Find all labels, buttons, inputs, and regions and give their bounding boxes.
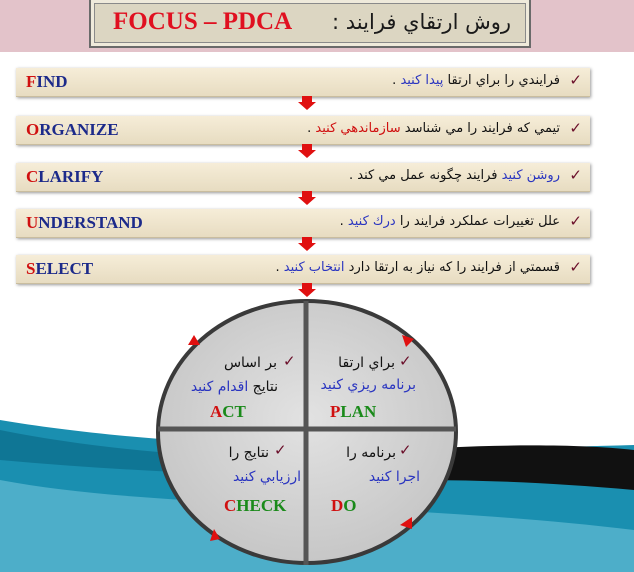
check-icon: ✓: [399, 352, 412, 370]
arrow-down-icon: [298, 197, 316, 205]
do-line1: برنامه را: [346, 445, 396, 461]
step-find: [16, 68, 590, 97]
arrow-down-icon: [298, 243, 316, 251]
step-select: [16, 255, 590, 284]
arrow-down-icon: [298, 102, 316, 110]
check-icon: ✓: [274, 441, 287, 459]
step-clarify-label: CLARIFY: [26, 167, 104, 186]
arrow-down-icon: [298, 289, 316, 297]
step-clarify-text: روشن كنيد فرايند چگونه عمل مي كند .: [348, 168, 560, 183]
plan-line2: برنامه ريزي كنيد: [320, 377, 416, 393]
step-understand: [16, 209, 590, 238]
step-select-text: قسمتي از فرايند را كه نياز به ارتقا دارد انتخاب كنيد .: [275, 260, 560, 275]
check-icon: ✓: [399, 441, 412, 459]
step-find-text: فرايندي را براي ارتقا پيدا كنيد .: [392, 73, 560, 88]
plan-label: PLAN: [330, 402, 377, 421]
step-understand-label: UNDERSTAND: [26, 213, 143, 232]
step-select-label: SELECT: [26, 259, 94, 278]
check-line2: ارزيابي كنيد: [232, 469, 301, 485]
pdca-cycle: [150, 297, 464, 572]
check-icon: ✓: [569, 258, 582, 276]
step-clarify: [16, 163, 590, 192]
check-icon: ✓: [569, 119, 582, 137]
do-line2: اجرا كنيد: [368, 469, 420, 485]
check-label: CHECK: [224, 496, 287, 515]
step-organize: [16, 116, 590, 145]
title-box: [89, 0, 531, 48]
arrow-down-icon: [298, 150, 316, 158]
act-line2: نتايج اقدام كنيد: [190, 379, 278, 395]
check-icon: ✓: [283, 352, 296, 370]
act-line1: بر اساس: [223, 355, 277, 371]
step-understand-text: علل تغييرات عملكرد فرايند را درك كنيد .: [339, 214, 560, 229]
check-icon: ✓: [569, 166, 582, 184]
title-persian: روش ارتقاي فرايند :: [332, 10, 511, 34]
title-english: FOCUS – PDCA: [113, 8, 293, 35]
step-organize-text: تيمي كه فرايند را مي شناسد سازماندهي كنيد .: [307, 121, 560, 136]
check-icon: ✓: [569, 71, 582, 89]
plan-line1: براي ارتقا: [338, 355, 395, 371]
step-find-label: FIND: [26, 72, 68, 91]
do-label: DO: [331, 496, 357, 515]
check-line1: نتايج را: [228, 445, 269, 461]
step-organize-label: ORGANIZE: [26, 120, 119, 139]
check-icon: ✓: [569, 212, 582, 230]
act-label: ACT: [210, 402, 246, 421]
